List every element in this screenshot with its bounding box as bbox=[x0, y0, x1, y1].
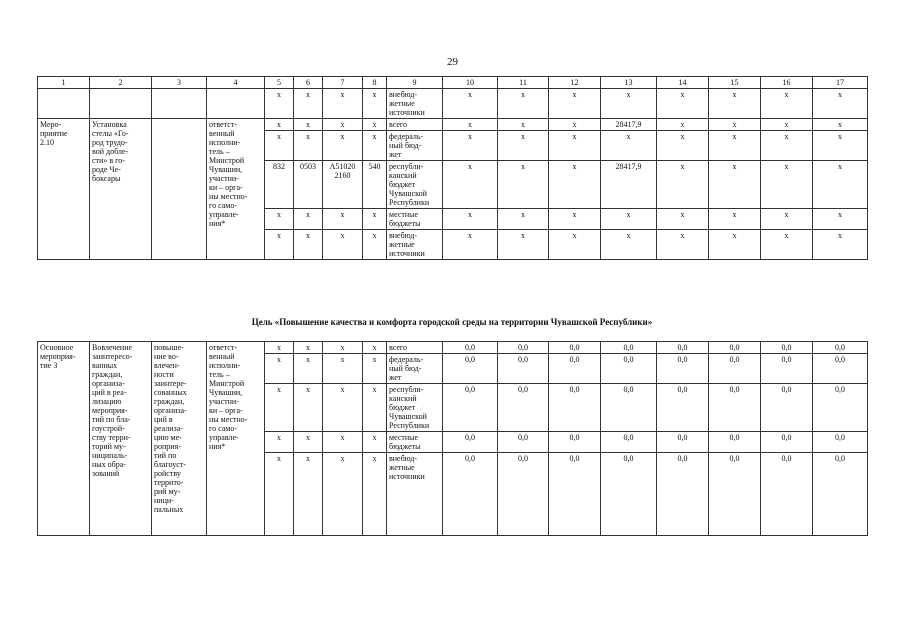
header-cell: 12 bbox=[549, 77, 601, 89]
table-cell: 0,0 bbox=[761, 384, 813, 432]
header-cell: 8 bbox=[363, 77, 387, 89]
source-cell: всего bbox=[387, 119, 443, 131]
table-cell: 0,0 bbox=[813, 342, 868, 354]
table-cell: х bbox=[363, 384, 387, 432]
table-cell: х bbox=[265, 230, 294, 260]
table-cell: 0,0 bbox=[709, 354, 761, 384]
table-cell: х bbox=[709, 131, 761, 161]
table-cell: 0,0 bbox=[601, 432, 657, 453]
table-cell: х bbox=[294, 453, 323, 536]
table-cell: х bbox=[761, 209, 813, 230]
table-cell: 0,0 bbox=[657, 453, 709, 536]
source-cell: всего bbox=[387, 342, 443, 354]
table-cell: х bbox=[657, 119, 709, 131]
source-cell: внебюд- жетные источники bbox=[387, 453, 443, 536]
table-cell: 0,0 bbox=[813, 453, 868, 536]
header-cell: 4 bbox=[207, 77, 265, 89]
responsible-cell: ответст- венный исполни- тель – Минстрой Чувашии, участни- ки – орга- ны местно- го само- управле- ния* bbox=[207, 119, 265, 260]
table-cell: х bbox=[363, 432, 387, 453]
table-cell: 0,0 bbox=[549, 342, 601, 354]
source-cell: внебюд- жетные источники bbox=[387, 89, 443, 119]
source-cell: местные бюджеты bbox=[387, 209, 443, 230]
table-cell: х bbox=[549, 230, 601, 260]
table-cell: х bbox=[323, 342, 363, 354]
header-cell: 16 bbox=[761, 77, 813, 89]
table-cell: х bbox=[294, 131, 323, 161]
header-cell: 9 bbox=[387, 77, 443, 89]
table-cell: х bbox=[363, 209, 387, 230]
table-cell: х bbox=[813, 89, 868, 119]
table-cell: 540 bbox=[363, 161, 387, 209]
source-cell: республи- канский бюджет Чувашской Республики bbox=[387, 384, 443, 432]
table-cell: х bbox=[294, 432, 323, 453]
table-cell: 0,0 bbox=[443, 384, 498, 432]
table-cell: х bbox=[363, 89, 387, 119]
table-cell: 0,0 bbox=[761, 342, 813, 354]
table-cell: х bbox=[709, 209, 761, 230]
table-cell: х bbox=[601, 230, 657, 260]
budget-table-continued bbox=[37, 76, 868, 260]
responsible-cell: ответст- венный исполни- тель – Минстрой Чувашии, участни- ки – орга- ны местно- го само- управле- ния* bbox=[207, 342, 265, 536]
empty-cell bbox=[38, 89, 90, 119]
empty-cell bbox=[152, 119, 207, 260]
table-cell: 0,0 bbox=[709, 384, 761, 432]
table-cell: 0,0 bbox=[813, 354, 868, 384]
table-cell: 0,0 bbox=[761, 354, 813, 384]
table-cell: 0,0 bbox=[443, 432, 498, 453]
table-cell: х bbox=[443, 209, 498, 230]
table-cell: 0,0 bbox=[657, 354, 709, 384]
measure-id-cell: Основное мероприя- тие 3 bbox=[38, 342, 90, 536]
table-cell: х bbox=[549, 119, 601, 131]
table-cell: х bbox=[813, 230, 868, 260]
table-cell: х bbox=[265, 131, 294, 161]
table-cell: х bbox=[294, 354, 323, 384]
table-cell: х bbox=[323, 230, 363, 260]
table-cell: х bbox=[363, 354, 387, 384]
table-cell: х bbox=[498, 119, 549, 131]
header-cell: 14 bbox=[657, 77, 709, 89]
header-cell: 10 bbox=[443, 77, 498, 89]
table-cell: 0,0 bbox=[601, 342, 657, 354]
table-cell: х bbox=[498, 161, 549, 209]
empty-cell bbox=[207, 89, 265, 119]
table-row bbox=[38, 89, 868, 119]
measure-name-cell: Вовлечение заинтересо- ванных граждан, организа- ций в реа- лизацию мероприя- тий по бла- гоустрой- ству терри- торий му- ниципаль- ных обра- зований bbox=[90, 342, 152, 536]
table-cell: х bbox=[657, 89, 709, 119]
source-cell: федераль- ный бюд- жет bbox=[387, 131, 443, 161]
table-cell: х bbox=[761, 131, 813, 161]
table-cell: х bbox=[761, 89, 813, 119]
table-cell: 0,0 bbox=[498, 453, 549, 536]
table-cell: A51020 2160 bbox=[323, 161, 363, 209]
source-cell: местные бюджеты bbox=[387, 432, 443, 453]
table-cell: 0,0 bbox=[657, 342, 709, 354]
table-cell: х bbox=[813, 119, 868, 131]
table-cell: х bbox=[294, 119, 323, 131]
table-cell: х bbox=[498, 230, 549, 260]
table-cell: х bbox=[657, 161, 709, 209]
table-cell: 0,0 bbox=[498, 342, 549, 354]
table-cell: х bbox=[443, 131, 498, 161]
table-cell: 0,0 bbox=[813, 432, 868, 453]
table-cell: х bbox=[323, 89, 363, 119]
header-cell: 3 bbox=[152, 77, 207, 89]
table-cell: х bbox=[813, 131, 868, 161]
table-cell: х bbox=[601, 89, 657, 119]
table-cell: 28417,9 bbox=[601, 161, 657, 209]
table-cell: 0,0 bbox=[761, 432, 813, 453]
table-cell: х bbox=[709, 89, 761, 119]
table-cell: х bbox=[601, 209, 657, 230]
table-cell: х bbox=[709, 230, 761, 260]
table-cell: х bbox=[265, 89, 294, 119]
table-cell: х bbox=[549, 161, 601, 209]
header-cell: 13 bbox=[601, 77, 657, 89]
table-cell: х bbox=[294, 89, 323, 119]
empty-cell bbox=[152, 89, 207, 119]
table-cell: 832 bbox=[265, 161, 294, 209]
table-cell: х bbox=[709, 161, 761, 209]
table-cell: 0,0 bbox=[657, 384, 709, 432]
header-cell: 1 bbox=[38, 77, 90, 89]
table-cell: х bbox=[498, 209, 549, 230]
table-cell: 0,0 bbox=[443, 354, 498, 384]
table-cell: х bbox=[294, 209, 323, 230]
table-cell: х bbox=[363, 230, 387, 260]
table-cell: 0,0 bbox=[549, 384, 601, 432]
table-cell: х bbox=[813, 209, 868, 230]
table-cell: х bbox=[363, 342, 387, 354]
table-cell: 0,0 bbox=[601, 453, 657, 536]
table-cell: 0,0 bbox=[601, 384, 657, 432]
header-cell: 17 bbox=[813, 77, 868, 89]
table-cell: х bbox=[498, 131, 549, 161]
header-cell: 5 bbox=[265, 77, 294, 89]
measure-name-cell: Установка стелы «Го- род трудо- вой добле- сти» в го- роде Че- боксары bbox=[90, 119, 152, 260]
budget-table-goal bbox=[37, 341, 868, 536]
table-cell: х bbox=[323, 131, 363, 161]
table-cell: х bbox=[265, 342, 294, 354]
table-cell: х bbox=[294, 342, 323, 354]
table-cell: х bbox=[657, 131, 709, 161]
table-cell: х bbox=[549, 209, 601, 230]
header-cell: 15 bbox=[709, 77, 761, 89]
table-cell: х bbox=[657, 209, 709, 230]
table-cell: 0,0 bbox=[498, 384, 549, 432]
table-cell: 0,0 bbox=[709, 453, 761, 536]
table-cell: 0,0 bbox=[443, 453, 498, 536]
table-cell: х bbox=[323, 453, 363, 536]
table-cell: х bbox=[323, 432, 363, 453]
source-cell: внебюд- жетные источники bbox=[387, 230, 443, 260]
measure-id-cell: Меро- приятие 2.10 bbox=[38, 119, 90, 260]
table-cell: х bbox=[265, 354, 294, 384]
table-cell: х bbox=[265, 384, 294, 432]
table-cell: х bbox=[265, 119, 294, 131]
source-cell: республи- канский бюджет Чувашской Республики bbox=[387, 161, 443, 209]
table-cell: 28417,9 bbox=[601, 119, 657, 131]
header-cell: 2 bbox=[90, 77, 152, 89]
goal-indicator-cell: повыше- ние во- влечен- ности заинтере- сованных граждан, организа- ций в реализа- цию ме- роприя- тий по благоуст- ройству террито- рий му- ници- пальных bbox=[152, 342, 207, 536]
table-cell: 0,0 bbox=[813, 384, 868, 432]
table-cell: х bbox=[761, 230, 813, 260]
header-cell: 7 bbox=[323, 77, 363, 89]
table-cell: х bbox=[323, 354, 363, 384]
page-number: 29 bbox=[447, 56, 458, 68]
table-cell: 0503 bbox=[294, 161, 323, 209]
table-cell: х bbox=[549, 131, 601, 161]
table-cell: х bbox=[443, 230, 498, 260]
table-cell: х bbox=[323, 384, 363, 432]
table-cell: х bbox=[601, 131, 657, 161]
header-cell: 6 bbox=[294, 77, 323, 89]
table-cell: х bbox=[761, 161, 813, 209]
header-cell: 11 bbox=[498, 77, 549, 89]
table-cell: х bbox=[323, 209, 363, 230]
table-cell: х bbox=[498, 89, 549, 119]
goal-heading: Цель «Повышение качества и комфорта городской среды на территории Чувашской Республики» bbox=[251, 317, 653, 327]
table-row bbox=[38, 119, 868, 131]
table-cell: х bbox=[265, 453, 294, 536]
table-cell: 0,0 bbox=[709, 432, 761, 453]
table-cell: 0,0 bbox=[761, 453, 813, 536]
table-cell: х bbox=[549, 89, 601, 119]
table-cell: 0,0 bbox=[709, 342, 761, 354]
source-cell: федераль- ный бюд- жет bbox=[387, 354, 443, 384]
table-cell: 0,0 bbox=[549, 354, 601, 384]
table-cell: 0,0 bbox=[498, 354, 549, 384]
table-cell: 0,0 bbox=[549, 453, 601, 536]
table-cell: х bbox=[294, 230, 323, 260]
table-cell: х bbox=[657, 230, 709, 260]
table-cell: 0,0 bbox=[601, 354, 657, 384]
table-cell: х bbox=[294, 384, 323, 432]
table-cell: х bbox=[363, 453, 387, 536]
table-cell: х bbox=[265, 209, 294, 230]
table-cell: х bbox=[443, 89, 498, 119]
header-row bbox=[38, 77, 868, 89]
table-cell: х bbox=[813, 161, 868, 209]
table-cell: х bbox=[265, 432, 294, 453]
empty-cell bbox=[90, 89, 152, 119]
table-cell: х bbox=[761, 119, 813, 131]
table-cell: х bbox=[363, 119, 387, 131]
table-cell: 0,0 bbox=[498, 432, 549, 453]
table-cell: х bbox=[323, 119, 363, 131]
table-cell: 0,0 bbox=[549, 432, 601, 453]
table-cell: 0,0 bbox=[443, 342, 498, 354]
table-row bbox=[38, 342, 868, 354]
table-cell: х bbox=[443, 161, 498, 209]
table-cell: х bbox=[443, 119, 498, 131]
table-cell: х bbox=[709, 119, 761, 131]
table-cell: 0,0 bbox=[657, 432, 709, 453]
table-cell: х bbox=[363, 131, 387, 161]
